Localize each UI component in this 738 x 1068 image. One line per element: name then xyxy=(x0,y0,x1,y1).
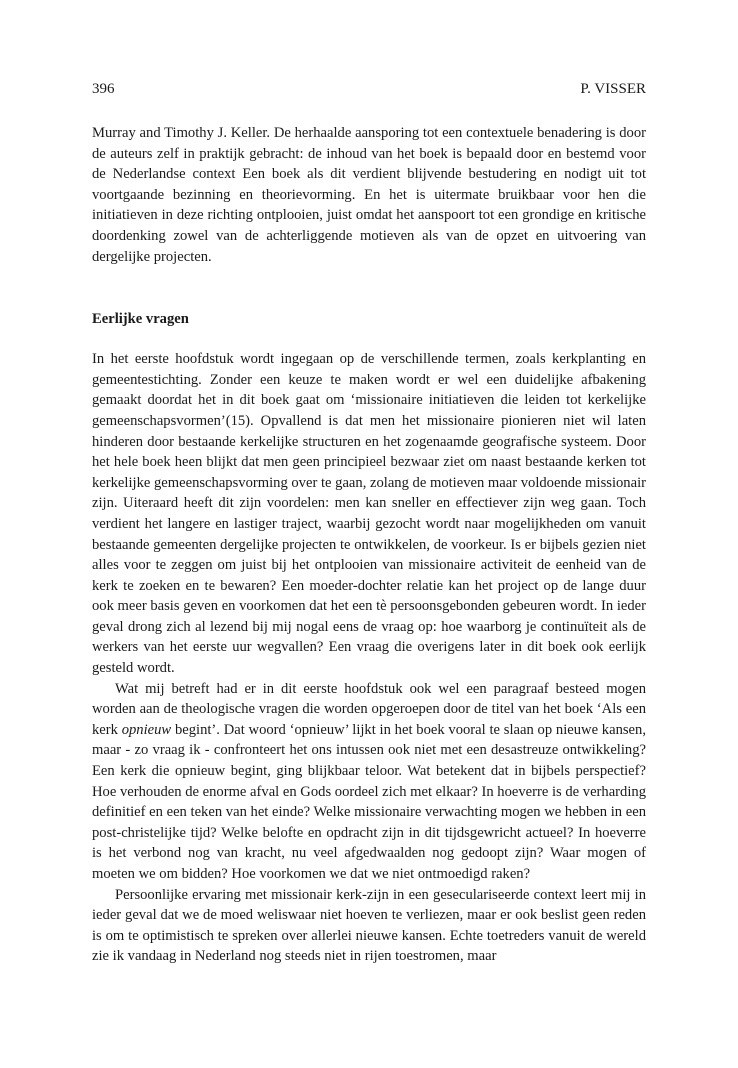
paragraph-2-text-before: Wat mij betreft had er in dit eerste hoofdstuk ook wel een paragraaf besteed mogen worden aan de theologische vragen die worden opgeroepen door de titel van het boek ‘Als een kerk xyxy=(92,680,646,738)
paragraph-2-emphasis: opnieuw xyxy=(121,721,172,738)
section-paragraph-1: In het eerste hoofdstuk wordt ingegaan op de verschillende termen, zoals kerkplanting en gemeentestichting. Zonder een keuze te maken wordt er wel een duidelijke afbakening gemaakt doordat het in dit boek gaat om ‘missionaire initiatieven die leiden tot kerkelijke gemeenschapsvormen’(15). Opvallend is dat men het missionaire pionieren niet wil laten hinderen door bestaande kerkelijke structuren en het zogenaamde geografische systeem. Door het hele boek heen blijkt dat men geen principieel bezwaar ziet om naast bestaande kerken tot kerkelijke gemeenschapsvorming over te gaan, zolang de motieven maar voldoende missionair zijn. Uiteraard heeft dit zijn voordelen: men kan sneller en effectiever zijn weg gaan. Toch verdient het langere en lastiger traject, waarbij gezocht wordt naar mogelijkheden om vanuit bestaande gemeenten dergelijke projecten te ontwikkelen, de voorkeur. Is er bijbels gezien niet alles voor te zeggen om juist bij het ontplooien van missionaire activiteit de eenheid van de kerk te zoeken en te bewaren? Een moeder-dochter relatie kan het project op de lange duur ook meer basis geven en voorkomen dat het een tè persoonsgebonden gebeuren wordt. In ieder geval drong zich al lezend bij mij nogal eens de vraag op: hoe waarborg je continuïteit als de werkers van het eerste uur wegvallen? Een vraag die overigens later in dit boek ook eerlijk gesteld wordt. xyxy=(92,351,646,677)
section-heading: Eerlijke vragen xyxy=(92,311,189,328)
intro-paragraph: Murray and Timothy J. Keller. De herhaalde aansporing tot een contextuele benadering is door de auteurs zelf in praktijk gebracht: de inhoud van het boek is bepaald door en bestemd voor de Nederlandse context Een boek als dit verdient blijvende bestudering en nodigt uit tot voortgaande bezinning en theorievorming. En het is uitermate bruikbaar voor hen die initiatieven in deze richting ontplooien, juist omdat het aanspoort tot een grondige en kritische doordenking zowel van de achterliggende motieven als van de opzet en uitvoering van dergelijke projecten. xyxy=(92,125,646,265)
section-paragraph-2 xyxy=(92,679,646,885)
running-title: P. VISSER xyxy=(580,81,646,97)
book-page xyxy=(92,80,646,967)
paragraph-2-text-after: begint’. Dat woord ‘opnieuw’ lijkt in het boek vooral te slaan op nieuwe kansen, maar - zo vraag ik - confronteert het ons intussen ook niet met een desastreuze ontwikkeling? Een kerk die opnieuw begint, ging blijkbaar teloor. Wat betekent dat in bijbels perspectief? Hoe verhouden de enorme afval en Gods oordeel zich met elkaar? In hoeverre is de verharding definitief en een teken van het einde? Welke missionaire verwachting mogen we hebben in een post-christelijke tijd? Welke belofte en opdracht zijn in dit tijdsgewricht actueel? In hoeverre is het verbond nog van kracht, nu veel afgedwaalden nog gedoopt zijn? Waar mogen of moeten we om bidden? Hoe voorkomen we dat we niet ontmoedigd raken? xyxy=(92,721,646,882)
section-paragraph-3: Persoonlijke ervaring met missionair kerk-zijn in een geseculariseerde context leert mij in ieder geval dat we de moed weliswaar niet hoeven te verliezen, maar er ook beslist geen reden is om te optimistisch te spreken over allerlei nieuwe kansen. Echte toetreders vanuit de wereld zie ik vandaag in Nederland nog steeds niet in rijen toestromen, maar xyxy=(92,886,646,965)
running-head xyxy=(92,80,646,98)
page-number: 396 xyxy=(92,81,115,97)
